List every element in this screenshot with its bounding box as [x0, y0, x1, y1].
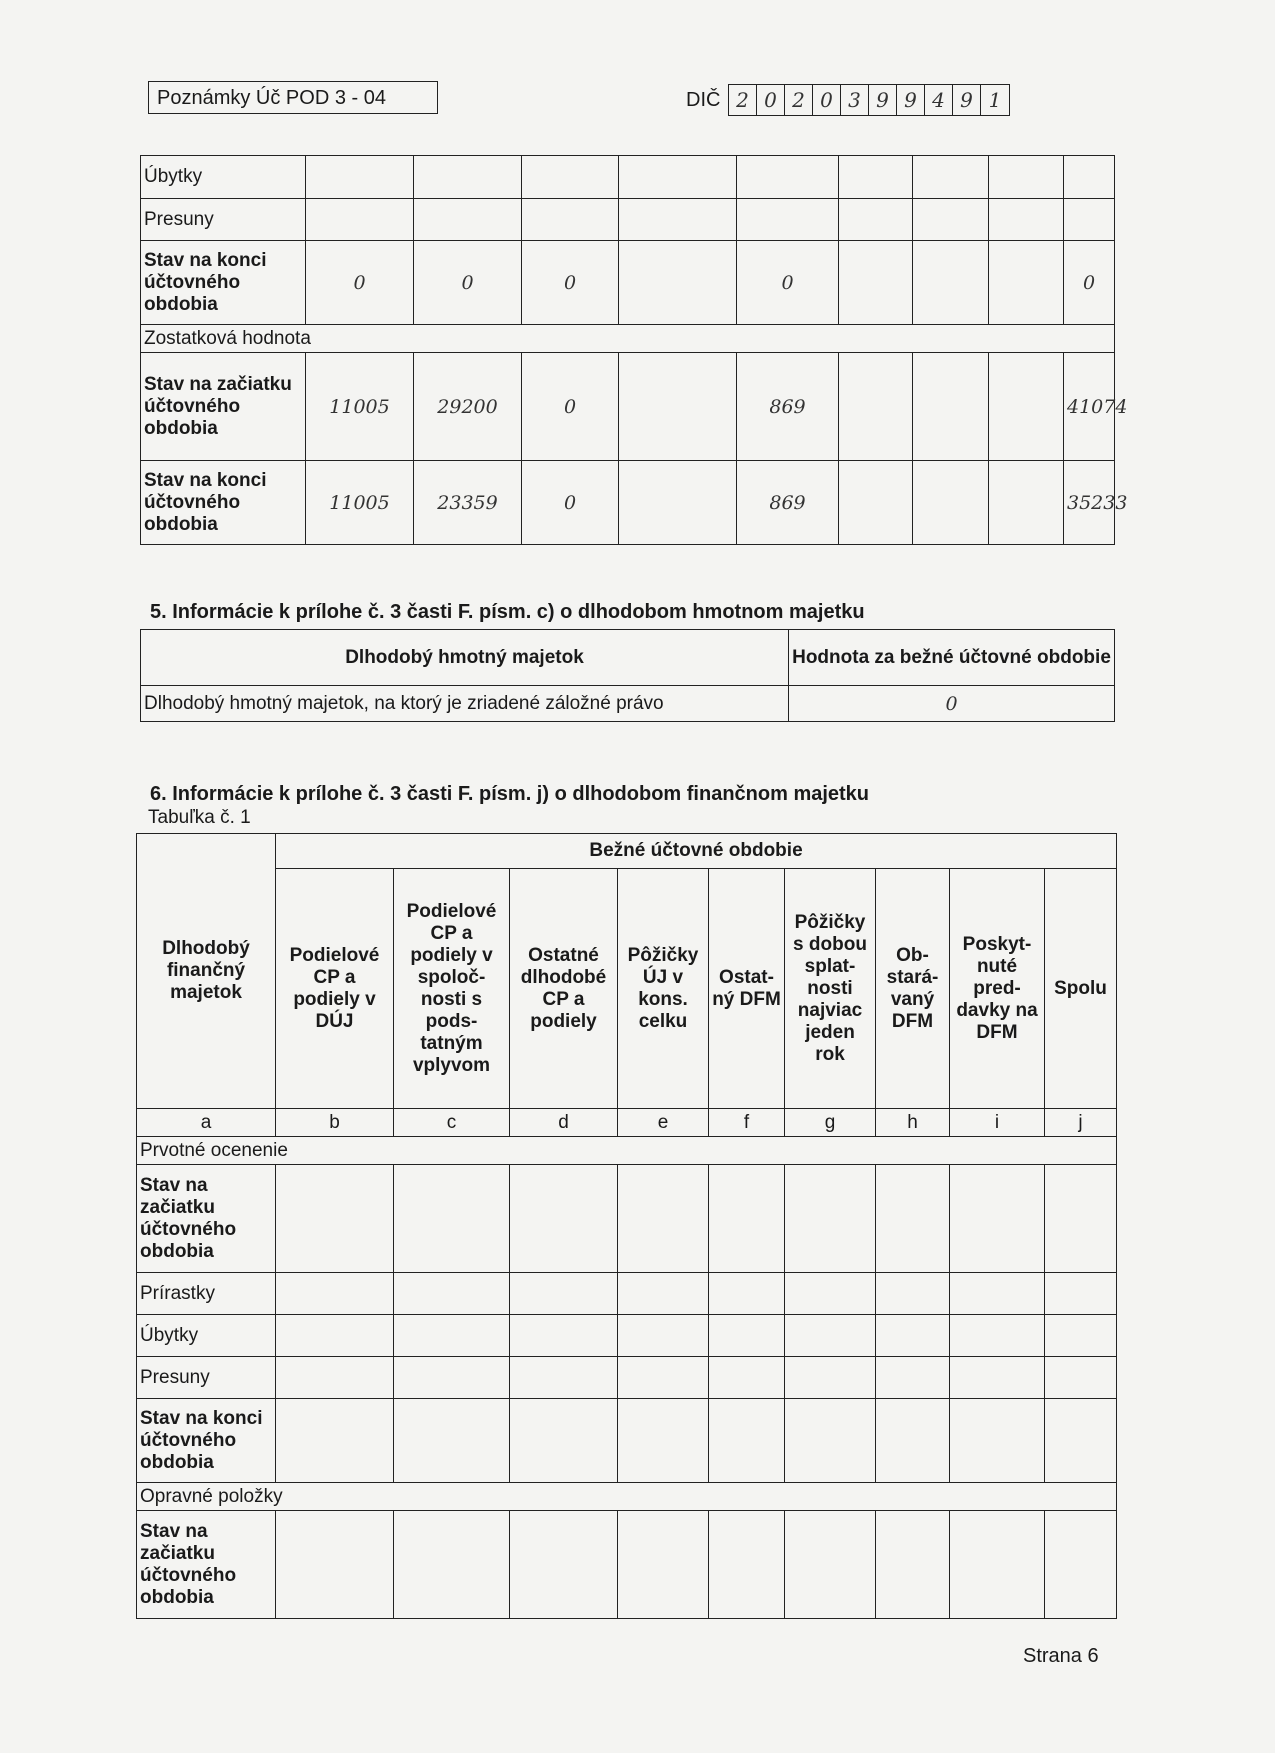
cell-f[interactable] — [709, 1273, 785, 1315]
col-header-b: Podielové CP a podiely v DÚJ — [276, 869, 394, 1109]
col-header-g: Pôžičky s dobou splat- nosti najviac jeden rok — [785, 869, 876, 1109]
cell-d[interactable]: 0 — [522, 241, 619, 325]
dic-label: DIČ — [686, 89, 721, 111]
col-letter: g — [785, 1109, 876, 1137]
col-header-h: Ob- stará- vaný DFM — [876, 869, 950, 1109]
cell-g[interactable] — [839, 156, 913, 199]
cell-h[interactable] — [913, 461, 989, 545]
cell-b[interactable] — [306, 199, 414, 241]
cell-c[interactable] — [394, 1315, 510, 1357]
cell-f[interactable]: 869 — [737, 461, 839, 545]
col-header-d: Ostatné dlhodobé CP a podiely — [510, 869, 618, 1109]
dic-digit: 4 — [925, 85, 953, 115]
cell-b[interactable] — [276, 1273, 394, 1315]
cell-e[interactable] — [618, 1315, 709, 1357]
cell-j[interactable] — [1045, 1511, 1117, 1619]
cell-j[interactable]: 41074 — [1064, 353, 1115, 461]
col-header-dhm: Dlhodobý hmotný majetok — [141, 630, 789, 686]
cell-j[interactable]: 35233 — [1064, 461, 1115, 545]
row-label-stav-zaciatku: Stav na začiatku účtovného obdobia — [137, 1165, 276, 1273]
cell-f[interactable] — [709, 1511, 785, 1619]
cell-i[interactable] — [989, 241, 1064, 325]
cell-i[interactable] — [989, 353, 1064, 461]
page-number: Strana 6 — [1023, 1645, 1099, 1667]
cell-c[interactable] — [394, 1399, 510, 1483]
cell-e[interactable] — [619, 241, 737, 325]
col-letter: i — [950, 1109, 1045, 1137]
col-header-j: Spolu — [1045, 869, 1117, 1109]
row-label-zalozne-pravo: Dlhodobý hmotný majetok, na ktorý je zriadené záložné právo — [141, 686, 789, 722]
cell-d[interactable]: 0 — [522, 353, 619, 461]
cell-c[interactable] — [394, 1165, 510, 1273]
dic-digit: 2 — [785, 85, 813, 115]
cell-f[interactable] — [709, 1357, 785, 1399]
cell-e[interactable] — [619, 199, 737, 241]
cell-g[interactable] — [785, 1357, 876, 1399]
section-6-title: 6. Informácie k prílohe č. 3 časti F. písm. j) o dlhodobom finančnom majetku — [150, 783, 870, 805]
col-letter: c — [394, 1109, 510, 1137]
cell-c[interactable] — [394, 1357, 510, 1399]
cell-i[interactable] — [950, 1273, 1045, 1315]
cell-e[interactable] — [618, 1273, 709, 1315]
dic-digit: 9 — [869, 85, 897, 115]
col-header-c: Podielové CP a podiely v spoloč- nosti s pods- tatným vplyvom — [394, 869, 510, 1109]
cell-h[interactable] — [876, 1165, 950, 1273]
col-header-i: Poskyt- nuté pred- davky na DFM — [950, 869, 1045, 1109]
cell-c[interactable] — [414, 199, 522, 241]
cell-g[interactable] — [839, 353, 913, 461]
col-letter: j — [1045, 1109, 1117, 1137]
col-letter: b — [276, 1109, 394, 1137]
dic-digit: 2 — [729, 85, 757, 115]
cell-j[interactable] — [1045, 1315, 1117, 1357]
cell-h[interactable] — [876, 1399, 950, 1483]
cell-f[interactable] — [737, 156, 839, 199]
cell-j[interactable] — [1045, 1273, 1117, 1315]
row-label-stav-konci: Stav na konci účtovného obdobia — [141, 241, 306, 325]
col-header-f: Ostat- ný DFM — [709, 869, 785, 1109]
cell-g[interactable] — [785, 1273, 876, 1315]
col-letter: d — [510, 1109, 618, 1137]
cell-f[interactable] — [737, 199, 839, 241]
col-letter: a — [137, 1109, 276, 1137]
cell-i[interactable] — [950, 1165, 1045, 1273]
cell-j[interactable] — [1064, 199, 1115, 241]
cell-d[interactable] — [510, 1315, 618, 1357]
col-header-e: Pôžičky ÚJ v kons. celku — [618, 869, 709, 1109]
cell-d[interactable]: 0 — [522, 461, 619, 545]
cell-i[interactable] — [950, 1315, 1045, 1357]
cell-b[interactable]: 11005 — [306, 353, 414, 461]
cell-i[interactable] — [989, 156, 1064, 199]
cell-b[interactable] — [276, 1511, 394, 1619]
cell-j[interactable]: 0 — [1064, 241, 1115, 325]
cell-f[interactable]: 869 — [737, 353, 839, 461]
cell-d[interactable] — [522, 156, 619, 199]
section-row-opravne: Opravné položky — [137, 1483, 1117, 1511]
section-5-title: 5. Informácie k prílohe č. 3 časti F. písm. c) o dlhodobom hmotnom majetku — [150, 601, 865, 623]
col-letter: f — [709, 1109, 785, 1137]
cell-h[interactable] — [913, 156, 989, 199]
period-header: Bežné účtovné obdobie — [276, 834, 1117, 869]
cell-j[interactable] — [1045, 1357, 1117, 1399]
cell-c[interactable]: 0 — [414, 241, 522, 325]
cell-e[interactable] — [618, 1399, 709, 1483]
cell-b[interactable] — [276, 1399, 394, 1483]
cell-f[interactable] — [709, 1399, 785, 1483]
cell-d[interactable] — [522, 199, 619, 241]
cell-b[interactable] — [276, 1315, 394, 1357]
cell-h[interactable] — [913, 353, 989, 461]
row-label-presuny: Presuny — [137, 1357, 276, 1399]
cell-g[interactable] — [785, 1165, 876, 1273]
cell-g[interactable] — [785, 1315, 876, 1357]
cell-i[interactable] — [950, 1511, 1045, 1619]
section-5-table — [140, 629, 1115, 722]
row-label-stav-zaciatku-2: Stav na začiatku účtovného obdobia — [137, 1511, 276, 1619]
cell-b[interactable] — [276, 1165, 394, 1273]
row-label-stav-konci: Stav na konci účtovného obdobia — [137, 1399, 276, 1483]
col-letter: e — [618, 1109, 709, 1137]
cell-c[interactable]: 23359 — [414, 461, 522, 545]
section-row-prvotne: Prvotné ocenenie — [137, 1137, 1117, 1165]
cell-e[interactable] — [619, 156, 737, 199]
cell-e[interactable] — [619, 461, 737, 545]
row-label-prirastky: Prírastky — [137, 1273, 276, 1315]
cell-i[interactable] — [989, 461, 1064, 545]
cell-c[interactable] — [394, 1511, 510, 1619]
cell-b[interactable] — [306, 156, 414, 199]
cell-h[interactable] — [913, 199, 989, 241]
form-id: Poznámky Úč POD 3 - 04 — [157, 87, 386, 109]
col-header-hodnota: Hodnota za bežné účtovné obdobie — [789, 630, 1115, 686]
cell-h[interactable] — [876, 1357, 950, 1399]
cell-h[interactable] — [876, 1315, 950, 1357]
cell-i[interactable] — [989, 199, 1064, 241]
row-label-stav-konci-2: Stav na konci účtovného obdobia — [141, 461, 306, 545]
cell-g[interactable] — [839, 461, 913, 545]
dic-digit: 9 — [897, 85, 925, 115]
cell-d[interactable] — [510, 1511, 618, 1619]
section-row-zostatkova: Zostatková hodnota — [141, 325, 1115, 353]
cell-g[interactable] — [785, 1399, 876, 1483]
cell-g[interactable] — [839, 199, 913, 241]
cell-i[interactable] — [950, 1399, 1045, 1483]
cell-d[interactable] — [510, 1165, 618, 1273]
row-label-ubytky: Úbytky — [141, 156, 306, 199]
row-label-presuny: Presuny — [141, 199, 306, 241]
cell-j[interactable] — [1045, 1165, 1117, 1273]
cell-c[interactable] — [394, 1273, 510, 1315]
cell-d[interactable] — [510, 1273, 618, 1315]
dic-digit: 3 — [841, 85, 869, 115]
col-letter: h — [876, 1109, 950, 1137]
cell-g[interactable] — [785, 1511, 876, 1619]
cell-c[interactable]: 29200 — [414, 353, 522, 461]
cell-j[interactable] — [1045, 1399, 1117, 1483]
cell-hodnota[interactable]: 0 — [789, 686, 1115, 722]
cell-b[interactable]: 0 — [306, 241, 414, 325]
dfm-table — [136, 833, 1117, 1619]
table-number: Tabuľka č. 1 — [148, 807, 251, 828]
cell-j[interactable] — [1064, 156, 1115, 199]
cell-e[interactable] — [618, 1165, 709, 1273]
row-label-ubytky: Úbytky — [137, 1315, 276, 1357]
dhm-table-continuation — [140, 155, 1128, 545]
dic-digit: 0 — [757, 85, 785, 115]
cell-c[interactable] — [414, 156, 522, 199]
cell-d[interactable] — [510, 1357, 618, 1399]
cell-h[interactable] — [913, 241, 989, 325]
dic-digit: 1 — [988, 88, 1002, 112]
cell-d[interactable] — [510, 1399, 618, 1483]
cell-h[interactable] — [876, 1273, 950, 1315]
col-header-a: Dlhodobý finančný majetok — [137, 834, 276, 1109]
cell-b[interactable] — [276, 1357, 394, 1399]
cell-e[interactable] — [618, 1511, 709, 1619]
cell-h[interactable] — [876, 1511, 950, 1619]
dic-field — [728, 84, 1010, 116]
cell-i[interactable] — [950, 1357, 1045, 1399]
form-id-box — [148, 81, 438, 114]
cell-f[interactable] — [709, 1315, 785, 1357]
cell-f[interactable] — [709, 1165, 785, 1273]
dic-digit: 9 — [953, 85, 981, 115]
cell-e[interactable] — [618, 1357, 709, 1399]
dic-digit: 0 — [813, 85, 841, 115]
cell-g[interactable] — [839, 241, 913, 325]
cell-f[interactable]: 0 — [737, 241, 839, 325]
cell-e[interactable] — [619, 353, 737, 461]
row-label-stav-zaciatku: Stav na začiatku účtovného obdobia — [141, 353, 306, 461]
cell-b[interactable]: 11005 — [306, 461, 414, 545]
